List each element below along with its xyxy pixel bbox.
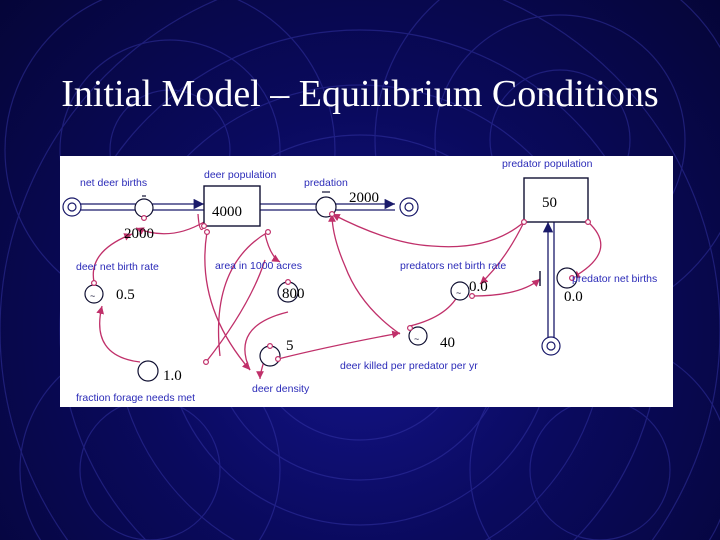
net-deer-births-label: net deer births	[80, 177, 148, 189]
predators-net-birth-rate-label: predators net birth rate	[400, 260, 507, 272]
net-deer-births-value: 2000	[124, 226, 154, 242]
deer-net-birth-rate-aux[interactable]	[85, 285, 103, 303]
fraction-forage-aux[interactable]	[138, 361, 158, 381]
deer-net-birth-rate-value: 0.5	[116, 287, 135, 303]
fraction-forage-label: fraction forage needs met	[76, 392, 196, 404]
predator-net-births-label: predator net births	[572, 273, 658, 285]
deer-density-label: deer density	[252, 383, 310, 395]
svg-text:~: ~	[414, 334, 420, 344]
predator-inflow-pipe	[548, 222, 554, 342]
deer-net-birth-rate-label: deer net birth rate	[76, 261, 159, 273]
net-deer-births-valve[interactable]	[135, 196, 153, 217]
predators-net-birth-rate-aux[interactable]	[451, 282, 469, 300]
deer-killed-label: deer killed per predator per yr	[340, 360, 478, 372]
sink-cloud-icon	[400, 198, 418, 216]
area-value: 800	[282, 286, 305, 302]
svg-text:~: ~	[90, 291, 96, 301]
link-pins	[92, 212, 591, 365]
predator-source-cloud-icon	[542, 337, 560, 355]
deer-population-value: 4000	[212, 204, 242, 220]
deer-killed-value: 40	[440, 335, 455, 351]
predator-net-births-value: 0.0	[564, 289, 583, 305]
predation-value: 2000	[349, 190, 379, 206]
slide-title: Initial Model – Equilibrium Conditions	[61, 73, 659, 115]
deer-population-label: deer population	[204, 169, 277, 181]
fraction-forage-value: 1.0	[163, 368, 182, 384]
area-label: area in 1000 acres	[215, 260, 302, 272]
deer-density-value: 5	[286, 338, 294, 354]
predation-label: predation	[304, 177, 348, 189]
influence-links	[93, 214, 601, 379]
predator-population-value: 50	[542, 195, 557, 211]
diagram-canvas	[60, 156, 673, 407]
predator-population-label: predator population	[502, 158, 593, 170]
source-cloud-icon	[63, 198, 81, 216]
predators-net-birth-rate-value: 0.0	[469, 279, 488, 295]
stock-flow-diagram	[60, 156, 673, 407]
svg-text:~: ~	[456, 288, 462, 298]
